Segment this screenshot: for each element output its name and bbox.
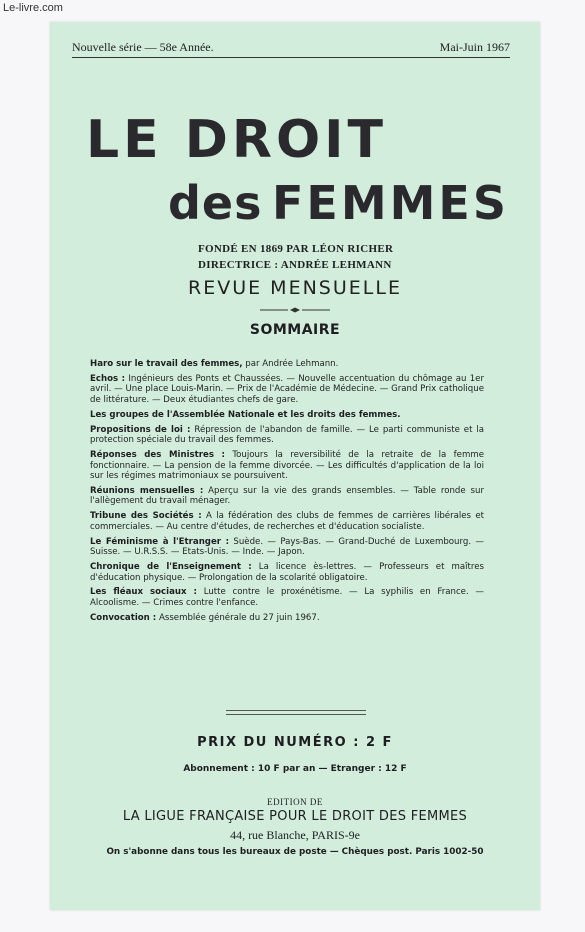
edition-label: EDITION DE	[267, 797, 323, 807]
toc-entry-title: Haro sur le travail des femmes,	[90, 359, 243, 369]
masthead-femmes: FEMMES	[272, 176, 509, 230]
top-rule	[72, 57, 510, 58]
toc-entry-text: Aperçu sur la vie des grands ensembles. — Table ronde sur l'allègement du travail ménager.	[90, 485, 484, 507]
toc-entry-text: Suède. — Pays-Bas. — Grand-Duché de Luxembourg. — Suisse. — U.R.S.S. — Etats-Unis. — Inde. — Japon.	[90, 536, 484, 558]
masthead-des: des	[168, 176, 263, 230]
publisher-address: 44, rue Blanche, PARIS-9e	[230, 828, 360, 842]
double-rule	[226, 710, 366, 715]
toc-entry	[90, 425, 484, 446]
toc-entry-title: Chronique de l'Enseignement :	[90, 562, 252, 572]
toc-entry-title: Convocation :	[90, 612, 157, 623]
toc-entry-title: Tribune des Sociétés :	[90, 511, 202, 522]
toc-entry	[90, 359, 484, 370]
toc-entry-title: Echos :	[90, 373, 126, 384]
toc-entry	[90, 537, 484, 558]
issue-price: PRIX DU NUMÉRO : 2 F	[197, 735, 393, 750]
toc-entry-title: Réponses des Ministres :	[90, 449, 225, 460]
toc-entry-title: Réunions mensuelles :	[90, 485, 204, 496]
toc-entry-title: Propositions de loi :	[90, 424, 191, 435]
toc-entry-text: Toujours la reversibilité de la retraite de la femme fonctionnaire. — La pension de la femme divorcée. — Les difficultés d'application de la loi sur les régimes matrimoniaux se poursuivent.	[90, 449, 484, 482]
toc-entry-title: Les groupes de l'Assemblée Nationale et les droits des femmes.	[90, 409, 401, 420]
toc-entry	[90, 410, 484, 421]
toc-entry-title: Les fléaux sociaux :	[90, 587, 197, 598]
toc-entry-text: Ingénieurs des Ponts et Chaussées. — Nouvelle accentuation du chômage au 1er avril. — Une place Louis-Marin. — Prix de l'Académie de Médecine. — Grand Prix catholique de littérature. — Deux étudiantes chefs de gare.	[90, 373, 484, 405]
publisher-name: LA LIGUE FRANÇAISE POUR LE DROIT DES FEMMES	[122, 809, 468, 824]
toc-entry-text: La licence ès-lettres. — Professeurs et maîtres d'éducation physique. — Prolongation de la scolarité obligatoire.	[90, 562, 485, 583]
toc-entry	[90, 562, 484, 583]
ornament-divider	[260, 307, 330, 313]
table-of-contents	[90, 359, 484, 628]
journal-cover	[50, 22, 540, 910]
subtitle: REVUE MENSUELLE	[188, 277, 402, 299]
subscribe-note: On s'abonne dans tous les bureaux de poste — Chèques post. Paris 1002-50	[106, 847, 484, 857]
toc-entry	[90, 587, 484, 608]
founded-line: FONDÉ EN 1869 PAR LÉON RICHER	[198, 243, 394, 255]
toc-entry	[90, 613, 484, 624]
watermark: Le-livre.com	[3, 2, 63, 14]
toc-entry	[90, 486, 484, 507]
toc-entry-text: Assemblée générale du 27 juin 1967.	[158, 612, 320, 623]
masthead-line-1: LE DROIT	[86, 110, 387, 170]
series-line: Nouvelle série — 58e Année.	[72, 40, 214, 54]
toc-entry-title: Le Féminisme à l'Etranger :	[90, 536, 230, 547]
sommaire-heading: SOMMAIRE	[249, 322, 341, 338]
toc-entry	[90, 511, 484, 532]
toc-entry	[90, 450, 484, 482]
toc-entry-text: A la fédération des clubs de femmes de carrières libérales et commerciales. — Au centre d'études, de recherches et d'éducation socialiste.	[90, 511, 485, 532]
subscription-rates: Abonnement : 10 F par an — Etranger : 12 F	[183, 764, 407, 774]
director-line: DIRECTRICE : ANDRÉE LEHMANN	[198, 259, 392, 271]
toc-entry-text: Lutte contre le proxénétisme. — La syphilis en France. — Alcoolisme. — Crimes contre l'enfance.	[90, 587, 484, 608]
toc-entry-text: par Andrée Lehmann.	[245, 359, 339, 369]
toc-entry	[90, 374, 484, 406]
issue-date: Mai-Juin 1967	[439, 40, 510, 54]
toc-entry-text: Répression de l'abandon de famille. — Le parti communiste et la protection spéciale du travail des femmes.	[90, 424, 485, 446]
